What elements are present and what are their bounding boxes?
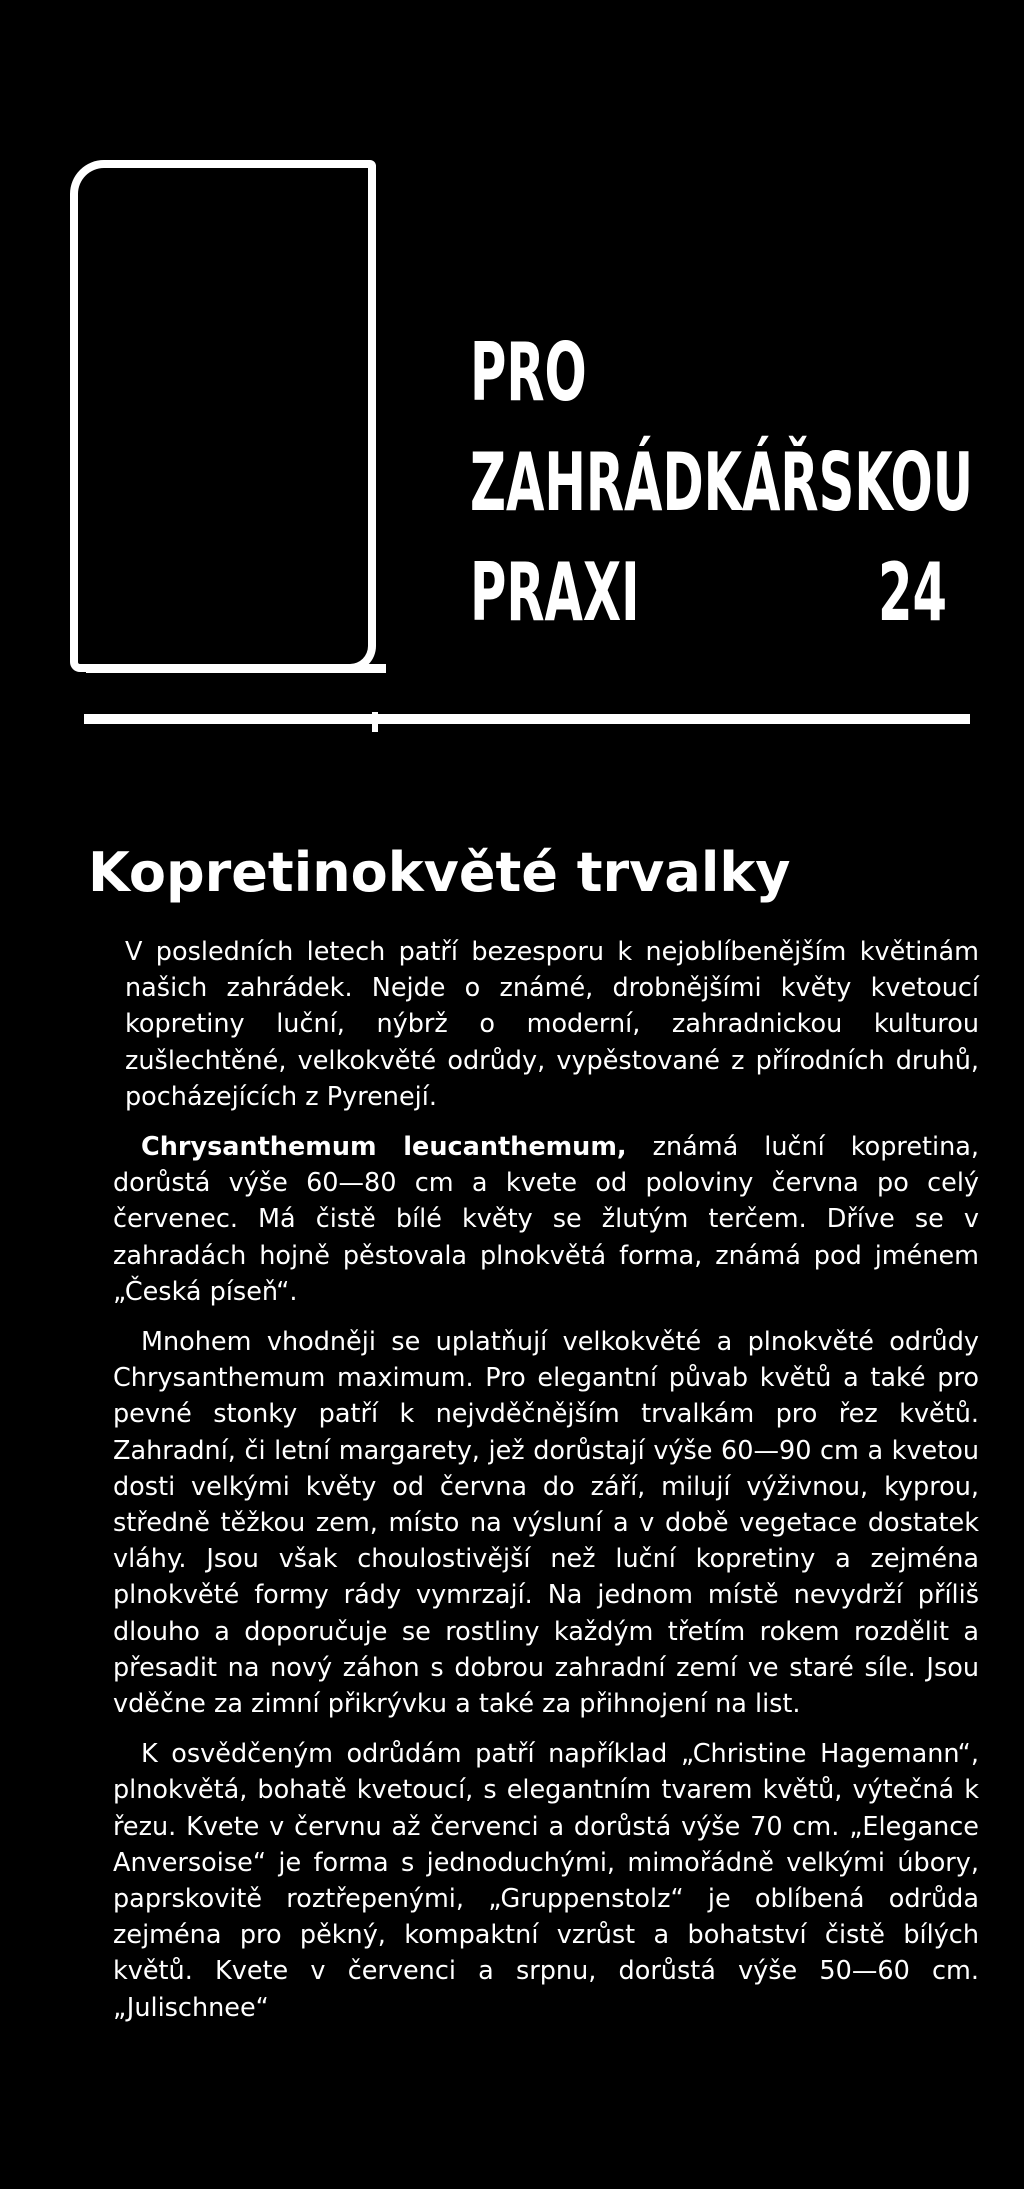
- issue-number: 24: [878, 546, 948, 639]
- paragraph-bold-lead: Chrysanthemum leucanthemum,: [141, 1132, 627, 1163]
- header-divider-notch: [372, 712, 378, 732]
- paragraph-text: známá luční kopretina, dorůstá výše 60—80 cm a kvete od poloviny června po celý červenec. Má čistě bílé květy se žlutým terčem. Dříve se v zahradách hojně pěstovala plnokvětá forma, známá pod jménem „Česká píseň“.: [113, 1132, 979, 1307]
- header-divider: [84, 714, 970, 724]
- article-title: Kopretinokvěté trvalky: [88, 841, 791, 904]
- series-title-line-3: PRAXI: [470, 546, 640, 639]
- paragraph-text: K osvědčeným odrůdám patří například „Christine Hagemann“, plnokvětá, bohatě kvetoucí, s elegantním tvarem květů, výtečná k řezu. Kvete v červnu až červenci a dorůstá výše 70 cm. „Elegance Anversoise“ je forma s jednoduchými, mimořádně velkými úbory, paprskovitě roztřepenými, „Gruppenstolz“ je oblíbená odrůda zejména pro pěkný, kompaktní vzrůst a bohatství čistě bílých květů. Kvete v červenci a srpnu, dorůstá výše 50—60 cm. „Julischnee“: [113, 1739, 979, 2023]
- paragraph: [125, 934, 979, 1115]
- article-body: [113, 934, 979, 2040]
- paragraph: [113, 1736, 979, 2026]
- paragraph: [113, 1324, 979, 1722]
- paragraph-text: V posledních letech patří bezesporu k nejoblíbenějším květinám našich zahrádek. Nejde o známé, drobnějšími květy kvetoucí kopretiny luční, nýbrž o moderní, zahradnickou kulturou zušlechtěné, velkokvěté odrůdy, vypěstované z přírodních druhů, pocházejících z Pyrenejí.: [125, 937, 979, 1112]
- paragraph: [113, 1129, 979, 1310]
- decorative-frame-underline: [86, 664, 386, 673]
- series-title-line-2: ZAHRÁDKÁŘSKOU: [470, 436, 974, 529]
- decorative-frame: [70, 160, 376, 672]
- paragraph-text: Mnohem vhodněji se uplatňují velkokvěté a plnokvěté odrůdy Chrysanthemum maximum. Pro elegantní půvab květů a také pro pevné stonky patří k nejvděčnějším trvalkám pro řez květů. Zahradní, či letní margarety, jež dorůstají výše 60—90 cm a kvetou dosti velkými květy od června do září, milují výživnou, kyprou, středně těžkou zem, místo na výsluní a v době vegetace dostatek vláhy. Jsou však choulostivější než luční kopretiny a zejména plnokvěté formy rády vymrzají. Na jednom místě nevydrží příliš dlouho a doporučuje se rostliny každým třetím rokem rozdělit a přesadit na nový záhon s dobrou zahradní zemí ve staré síle. Jsou vděčne za zimní přikrývku a také za přihnojení na list.: [113, 1327, 979, 1720]
- series-title-line-1: PRO: [470, 326, 587, 419]
